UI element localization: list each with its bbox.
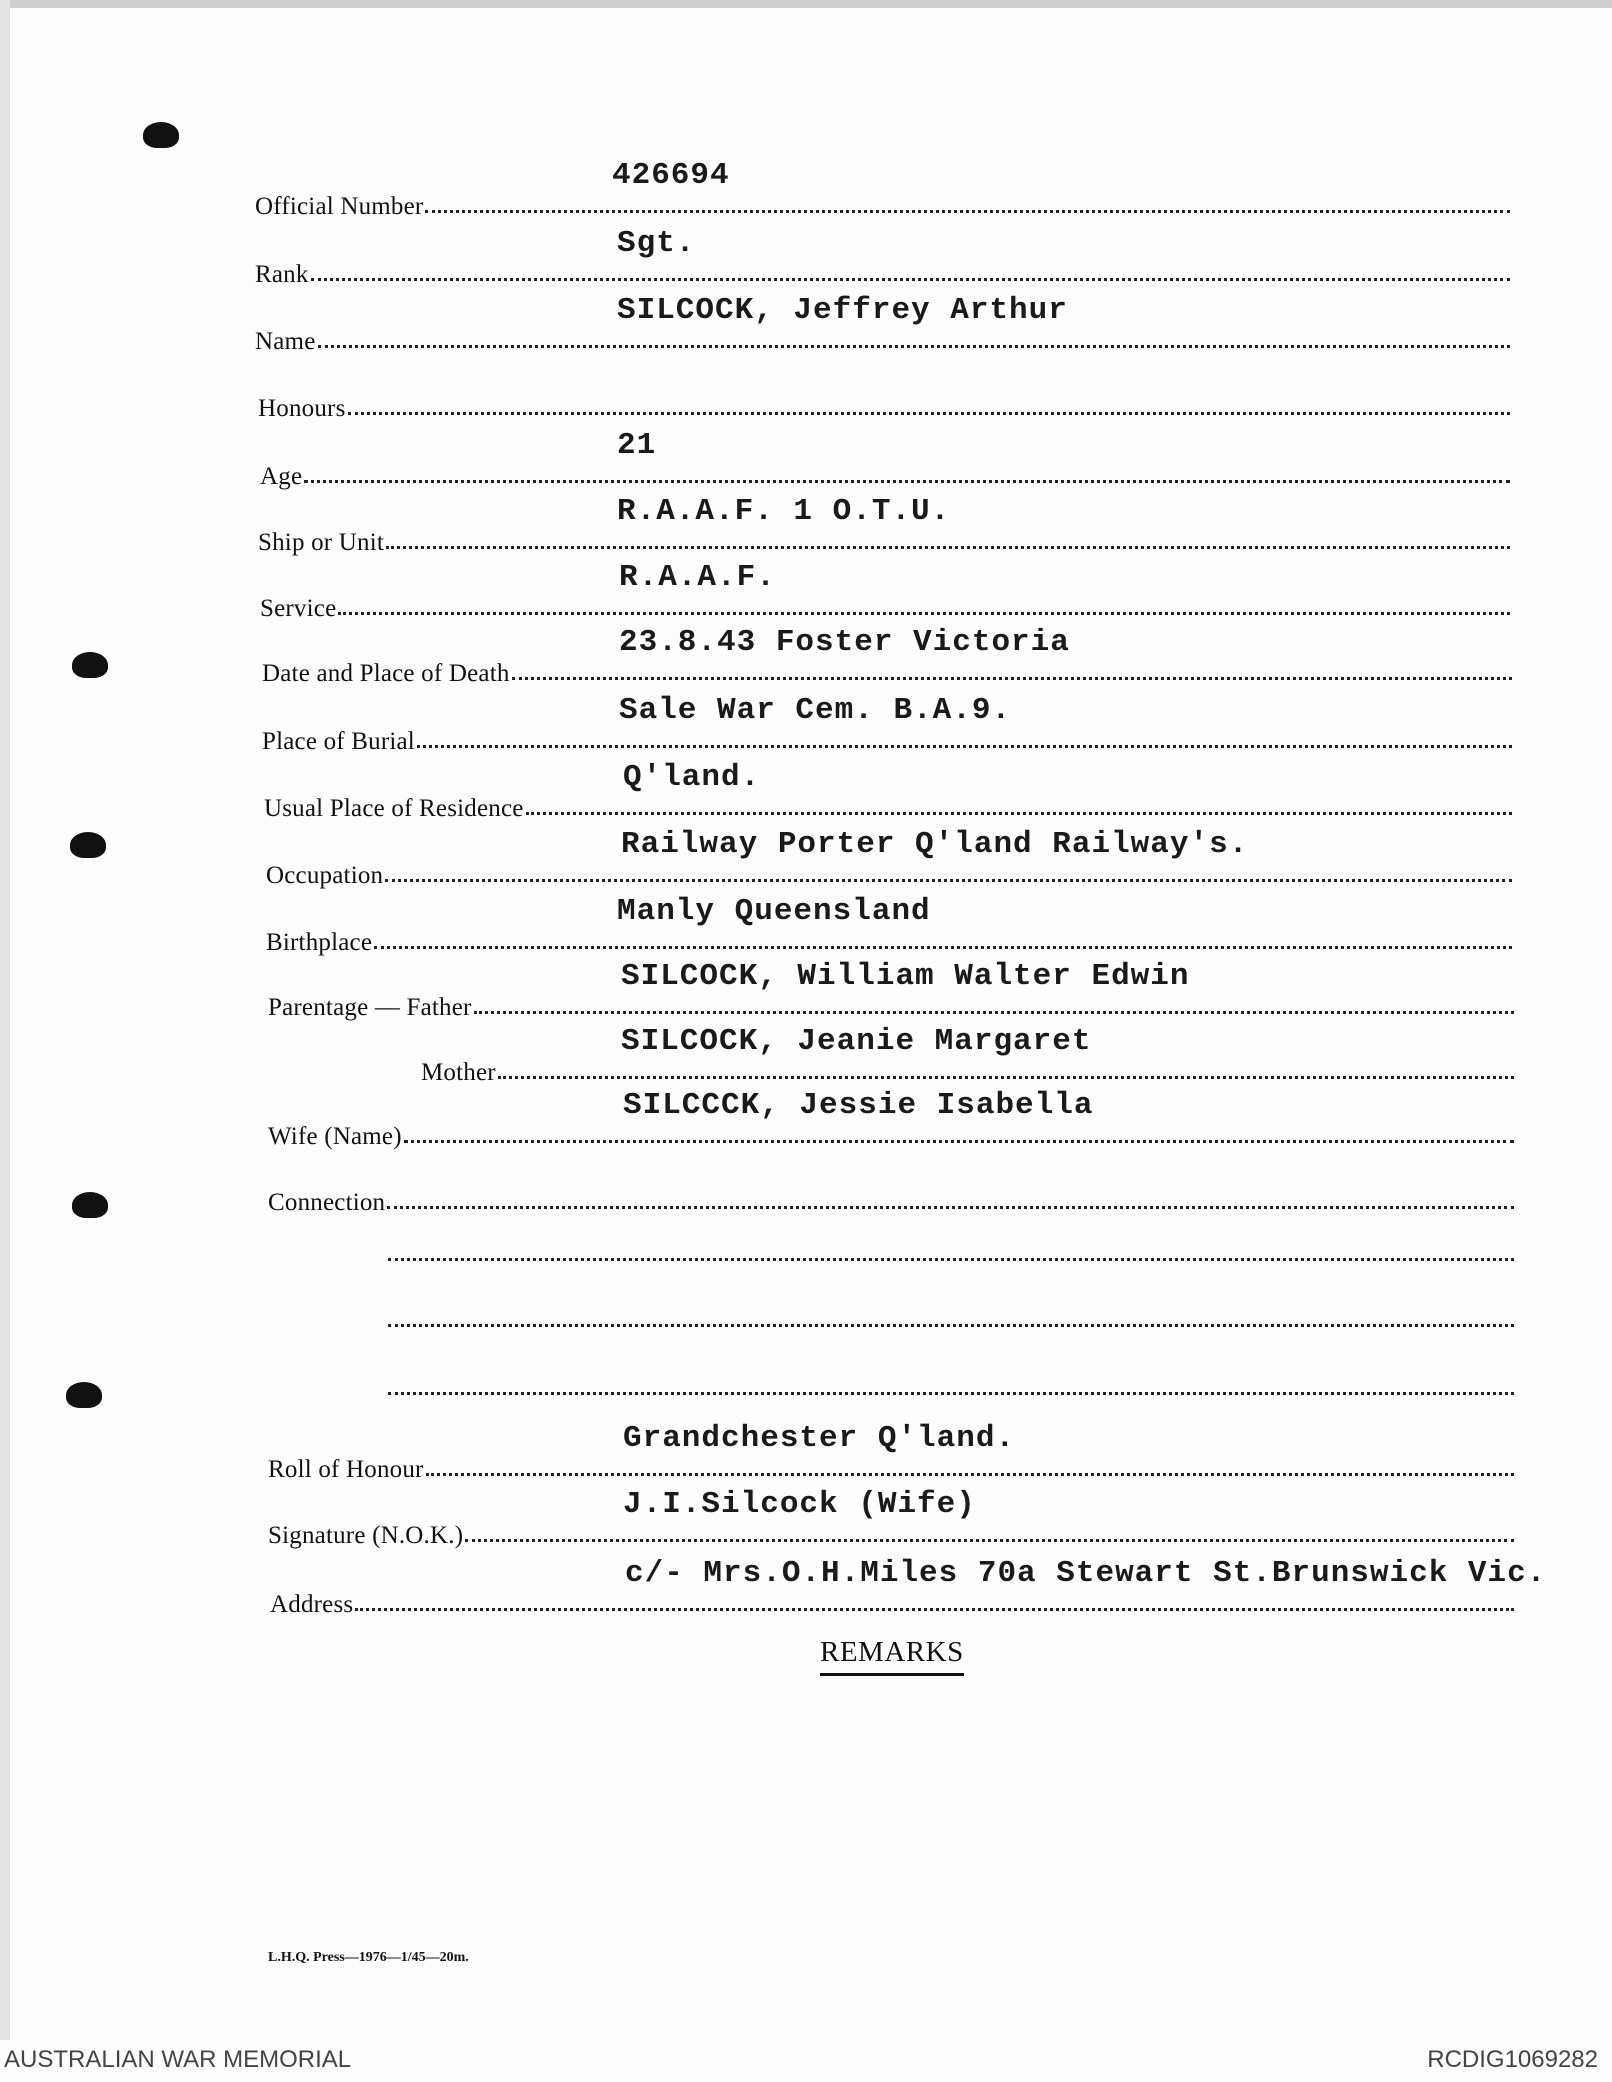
dotted-line	[426, 1471, 1514, 1476]
field-label: Service	[260, 595, 337, 622]
field-parentage-father	[268, 956, 1514, 1021]
dotted-line	[512, 675, 1512, 680]
dotted-line	[304, 478, 1510, 483]
scan-side-edge	[0, 0, 10, 2040]
remarks-heading: REMARKS	[820, 1636, 964, 1676]
archive-reference: RCDIG1069282	[1427, 2046, 1598, 2073]
field-label: Ship or Unit	[258, 529, 385, 556]
field-birthplace	[266, 891, 1512, 956]
field-honours	[258, 357, 1510, 422]
field-value: J.I.Silcock (Wife)	[623, 1487, 976, 1522]
field-value: Sgt.	[617, 226, 696, 261]
field-usual-residence	[264, 757, 1512, 822]
field-value: R.A.A.F. 1 O.T.U.	[617, 494, 951, 529]
field-value: SILCOCK, Jeffrey Arthur	[617, 293, 1068, 328]
connection-continuation-line	[388, 1256, 1514, 1261]
field-value: 21	[617, 428, 657, 463]
field-age	[260, 425, 1510, 490]
field-value: 426694	[612, 158, 730, 193]
scan-top-edge	[0, 0, 1612, 8]
field-occupation	[266, 824, 1512, 889]
dotted-line	[385, 877, 1512, 882]
punch-hole-icon	[66, 1382, 102, 1408]
dotted-line	[374, 944, 1512, 949]
field-label: Signature (N.O.K.)	[268, 1522, 464, 1549]
field-value: Grandchester Q'land.	[623, 1421, 1016, 1456]
field-connection	[268, 1151, 1514, 1216]
dotted-line	[386, 544, 1510, 549]
field-label: Wife (Name)	[268, 1123, 402, 1150]
dotted-line	[348, 410, 1510, 415]
field-wife-name	[268, 1085, 1514, 1150]
field-value: Manly Queensland	[617, 894, 931, 929]
field-value: SILCCCK, Jessie Isabella	[623, 1088, 1094, 1123]
field-label: Honours	[258, 395, 346, 422]
field-value: R.A.A.F.	[619, 560, 776, 595]
dotted-line	[417, 743, 1512, 748]
dotted-line	[465, 1537, 1514, 1542]
field-value: Sale War Cem. B.A.9.	[619, 693, 1012, 728]
field-ship-or-unit	[258, 491, 1510, 556]
field-place-of-burial	[262, 690, 1512, 755]
connection-continuation-line	[388, 1390, 1514, 1395]
field-label: Rank	[255, 261, 309, 288]
archive-name: AUSTRALIAN WAR MEMORIAL	[4, 2046, 352, 2073]
dotted-line	[425, 208, 1510, 213]
field-value: SILCOCK, William Walter Edwin	[621, 959, 1190, 994]
field-name	[255, 290, 1510, 355]
field-label: Name	[255, 328, 316, 355]
field-value: 23.8.43 Foster Victoria	[619, 625, 1070, 660]
dotted-line	[311, 276, 1510, 281]
field-address	[270, 1553, 1547, 1618]
punch-hole-icon	[143, 122, 179, 148]
dotted-line	[338, 610, 1510, 615]
field-date-place-of-death	[262, 622, 1512, 687]
punch-hole-icon	[72, 1192, 108, 1218]
field-label: Official Number	[255, 193, 424, 220]
field-label: Place of Burial	[262, 728, 415, 755]
connection-continuation-line	[388, 1322, 1514, 1327]
dotted-line	[355, 1606, 1514, 1611]
field-label: Age	[260, 463, 303, 490]
field-mother	[421, 1021, 1514, 1086]
field-roll-of-honour	[268, 1418, 1514, 1483]
dotted-line	[387, 1204, 1514, 1209]
field-label: Parentage — Father	[268, 994, 472, 1021]
field-value: SILCOCK, Jeanie Margaret	[621, 1024, 1092, 1059]
field-label: Occupation	[266, 862, 384, 889]
field-label: Mother	[421, 1059, 496, 1086]
field-label: Connection	[268, 1189, 386, 1216]
field-value: Railway Porter Q'land Railway's.	[621, 827, 1249, 862]
field-value: Q'land.	[623, 760, 761, 795]
field-official-number	[255, 155, 1510, 220]
field-rank	[255, 223, 1510, 288]
field-label: Birthplace	[266, 929, 373, 956]
field-value: c/- Mrs.O.H.Miles 70a Stewart St.Brunswick Vic.	[625, 1556, 1547, 1591]
field-label: Date and Place of Death	[262, 660, 510, 687]
dotted-line	[526, 810, 1512, 815]
dotted-line	[498, 1074, 1514, 1079]
field-label: Roll of Honour	[268, 1456, 424, 1483]
field-label: Address	[270, 1591, 354, 1618]
dotted-line	[474, 1009, 1514, 1014]
field-signature	[268, 1484, 1514, 1549]
field-label: Usual Place of Residence	[264, 795, 524, 822]
punch-hole-icon	[70, 832, 106, 858]
field-service	[260, 557, 1510, 622]
punch-hole-icon	[72, 652, 108, 678]
dotted-line	[318, 343, 1511, 348]
dotted-line	[404, 1138, 1514, 1143]
press-note: L.H.Q. Press—1976—1/45—20m.	[268, 1950, 469, 1965]
